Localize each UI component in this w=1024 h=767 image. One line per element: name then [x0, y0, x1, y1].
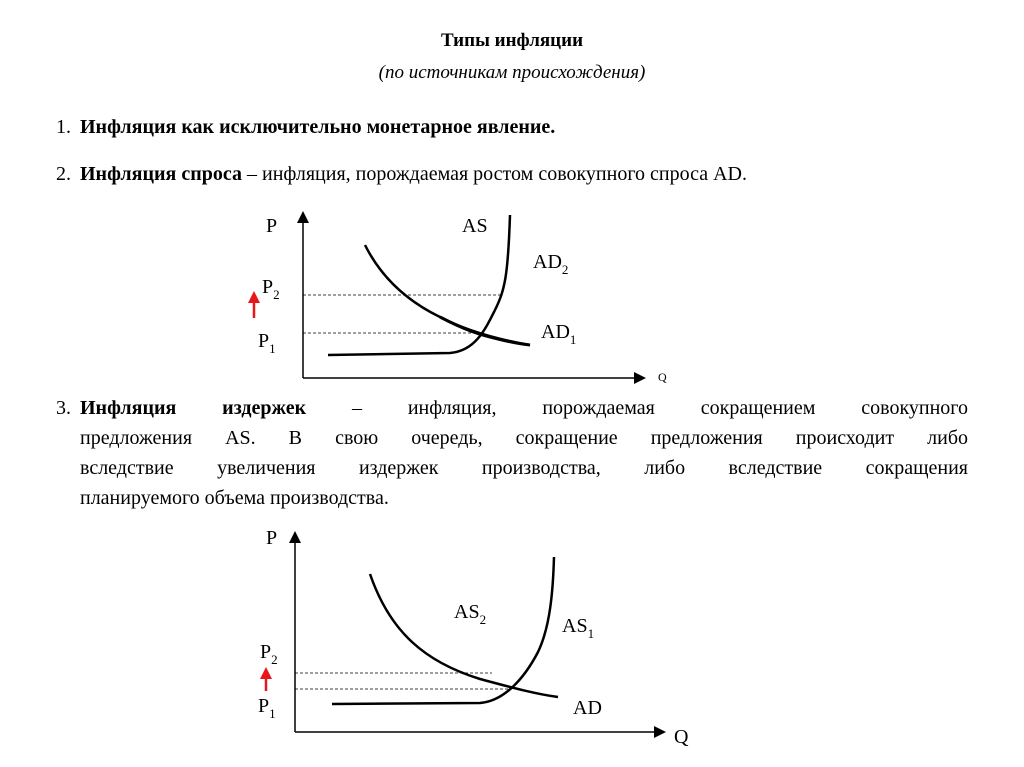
p2-label: $P_2$ [260, 641, 278, 667]
item-text: – инфляция, порождаемая сокращением совокупного [306, 397, 968, 419]
x-axis-label: Q [658, 370, 667, 384]
price-rise-arrow-icon [248, 291, 260, 318]
p2-label: $P_2$ [262, 276, 280, 302]
item-text: – инфляция, порождаемая ростом совокупного спроса AD. [241, 163, 748, 185]
as2-label: $AS_2$ [454, 601, 487, 627]
item-text-line-1 [80, 393, 968, 423]
ad1-label: $AD_1$ [541, 321, 577, 347]
item-heading: Инфляция спроса [80, 163, 242, 185]
slide-title: Типы инфляции [440, 30, 584, 51]
item-text-line-4: планируемого объема производства. [80, 487, 389, 509]
as1-curve [332, 557, 554, 704]
y-axis-label: P [266, 215, 278, 237]
item-text-line-2: предложения AS. В свою очередь, сокращение предложения происходит либо [80, 427, 968, 449]
x-axis-label: Q [674, 726, 689, 748]
list-item-3 [56, 393, 968, 513]
item-heading: Инфляция издержек [80, 397, 307, 419]
slide-subtitle: (по источникам происхождения) [378, 62, 646, 83]
cost-inflation-diagram [240, 522, 700, 762]
item-number: 2. [56, 163, 71, 185]
item-number: 1. [56, 116, 71, 138]
list-item-1 [56, 112, 555, 142]
p1-label: $P_1$ [258, 695, 276, 721]
item-heading: Инфляция как исключительно монетарное явление. [80, 116, 556, 138]
as1-label: $AS_1$ [562, 615, 595, 641]
price-rise-arrow-icon [260, 667, 272, 691]
ad-curve [370, 574, 558, 697]
ad-label: AD [573, 697, 602, 719]
demand-inflation-diagram [240, 205, 680, 390]
as-label: AS [462, 215, 488, 237]
p1-label: $P_1$ [258, 330, 276, 356]
list-item-2 [56, 159, 747, 189]
ad2-label: $AD_2$ [533, 251, 569, 277]
item-number: 3. [56, 397, 71, 419]
ad1-curve [440, 317, 530, 345]
y-axis-label: P [266, 527, 278, 549]
item-text-line-3: вследствие увеличения издержек производства, либо вследствие сокращения [80, 457, 968, 479]
